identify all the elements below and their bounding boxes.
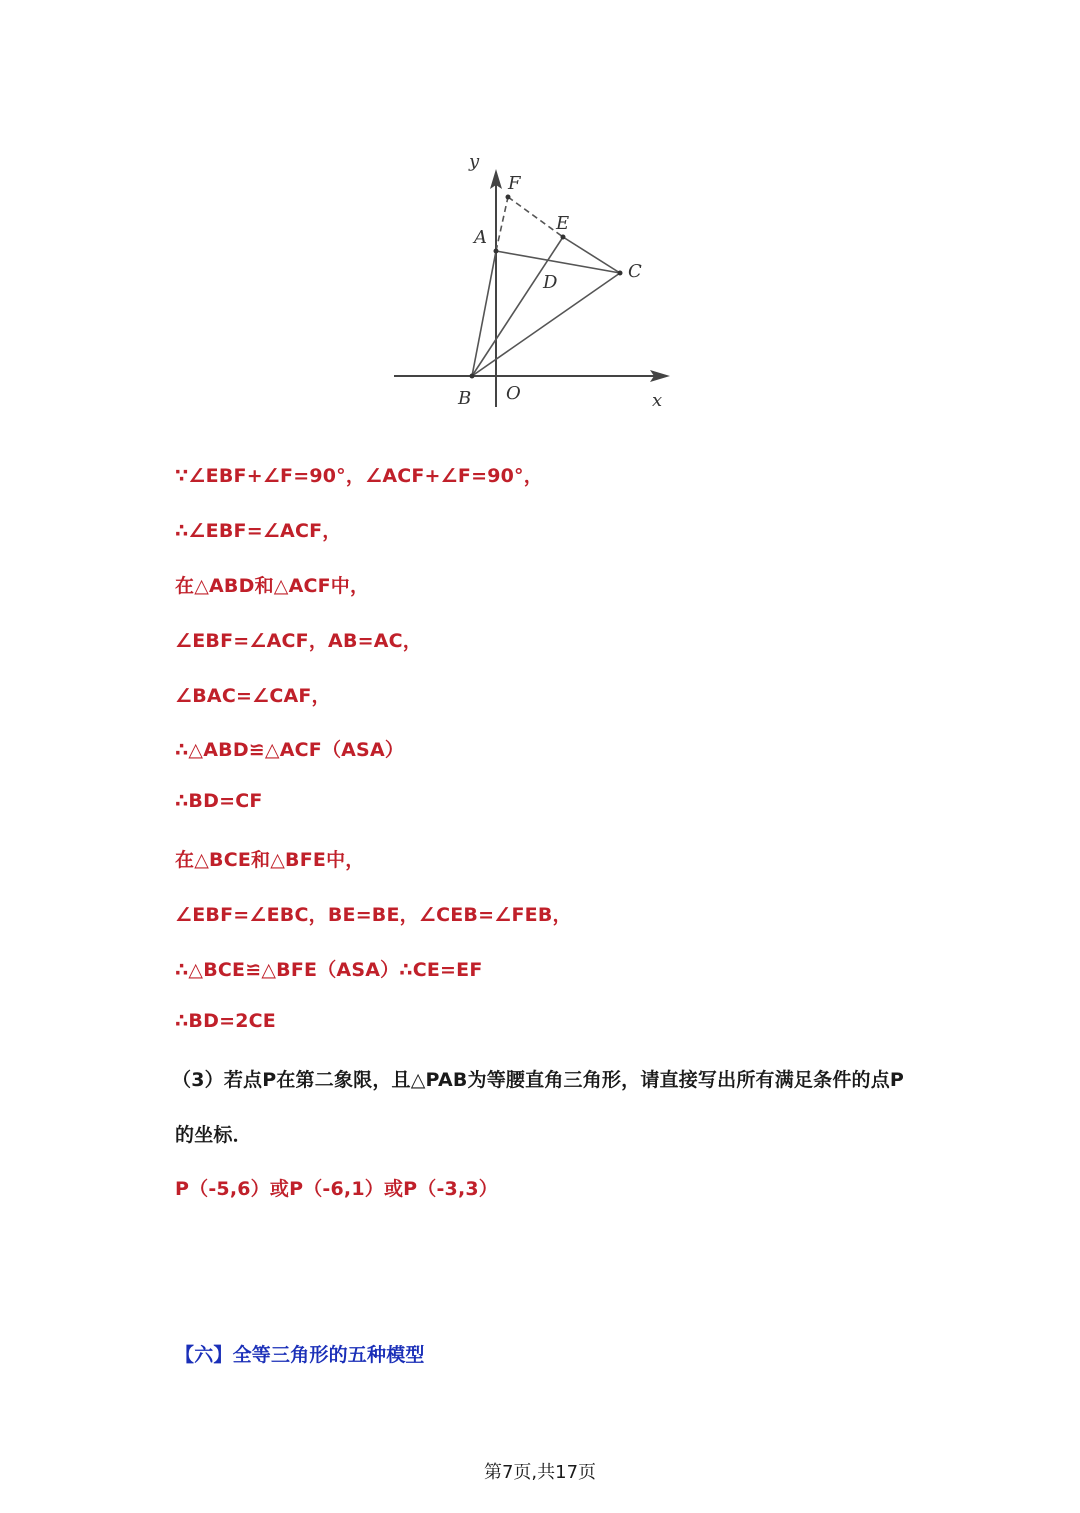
label-e: E — [556, 213, 570, 234]
label-d: D — [543, 272, 558, 293]
label-y: y — [469, 151, 480, 172]
label-c: C — [628, 261, 642, 282]
point-b — [470, 374, 475, 379]
label-f: F — [508, 173, 521, 194]
proof-line: 在△BCE和△BFE中， — [175, 849, 365, 871]
segment-fe-dashed — [508, 197, 563, 237]
coordinate-diagram — [388, 145, 688, 415]
point-f — [506, 195, 511, 200]
proof-line: ∵∠EBF+∠F=90°，∠ACF+∠F=90°， — [175, 465, 543, 487]
question-3-line-1: （3）若点P在第二象限，且△PAB为等腰直角三角形，请直接写出所有满足条件的点P — [172, 1069, 905, 1091]
point-c — [618, 271, 623, 276]
proof-line: ∴BD=CF — [175, 790, 263, 812]
proof-line: ∴∠EBF=∠ACF， — [175, 520, 342, 542]
label-x: x — [652, 390, 663, 411]
proof-line: ∴△BCE≌△BFE（ASA）∴CE=EF — [175, 959, 483, 981]
label-a: A — [474, 227, 487, 248]
point-a — [494, 249, 499, 254]
point-e — [561, 235, 566, 240]
label-o: O — [506, 383, 521, 404]
question-3-line-2: 的坐标． — [175, 1124, 252, 1146]
page-footer: 第7页,共17页 — [483, 1462, 597, 1483]
geometry-figure — [388, 145, 688, 415]
proof-line: ∴△ABD≌△ACF（ASA） — [175, 739, 405, 761]
section-heading: 【六】全等三角形的五种模型 — [175, 1344, 425, 1366]
proof-line: ∠BAC=∠CAF， — [175, 685, 331, 707]
answer-3: P（-5,6）或P（-6,1）或P（-3,3） — [175, 1178, 499, 1200]
proof-line: 在△ABD和△ACF中， — [175, 575, 370, 597]
proof-line: ∠EBF=∠EBC，BE=BE，∠CEB=∠FEB， — [175, 904, 572, 926]
label-b: B — [458, 388, 472, 409]
proof-line: ∠EBF=∠ACF，AB=AC， — [175, 630, 423, 652]
proof-line: ∴BD=2CE — [175, 1010, 276, 1032]
segment-af-dashed — [496, 197, 508, 251]
